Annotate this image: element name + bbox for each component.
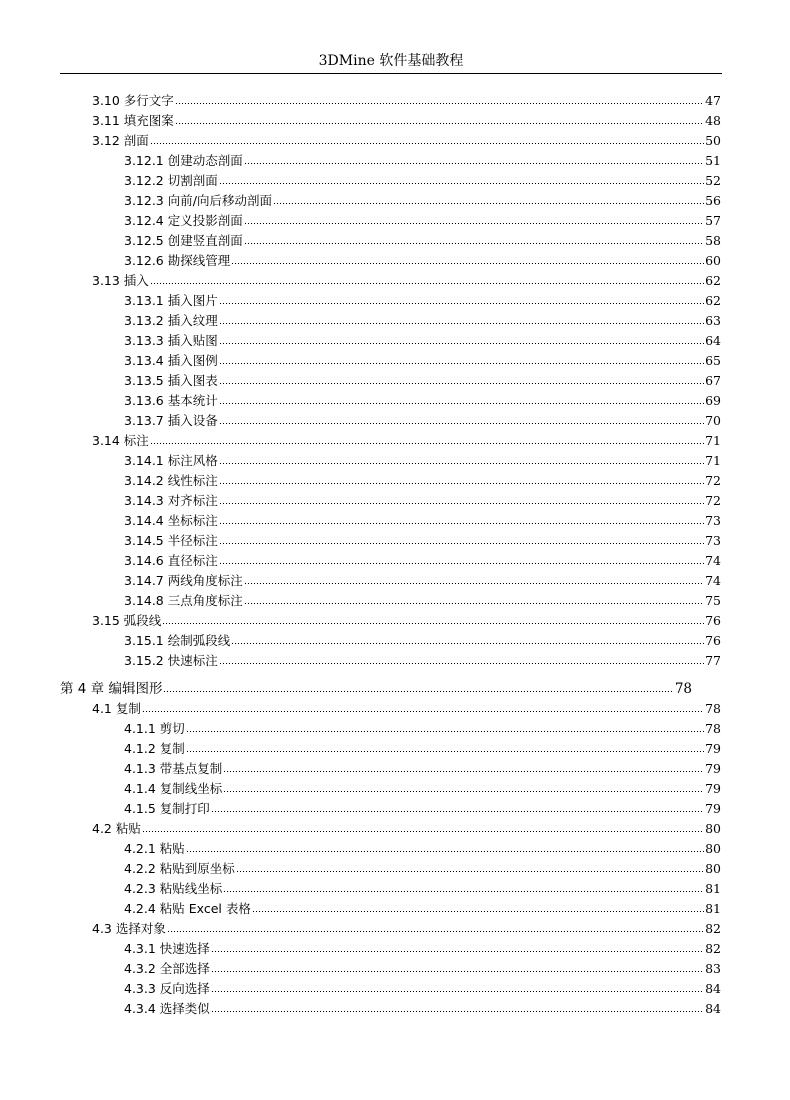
toc-entry-title: 4.3 选择对象: [92, 921, 166, 936]
toc-entry-page: 76: [705, 613, 721, 628]
toc-entry-title: 3.13.1 插入图片: [124, 293, 218, 308]
toc-entry-title: 3.13.2 插入纹理: [124, 313, 218, 328]
dot-leader: [219, 562, 704, 565]
toc-entry-title: 4.1.1 剪切: [124, 721, 185, 736]
dot-leader: [211, 990, 704, 993]
toc-entry-title: 3.15.1 绘制弧段线: [124, 633, 231, 648]
toc-entry-title: 3.12.6 勘探线管理: [124, 253, 231, 268]
dot-leader: [219, 522, 704, 525]
toc-entry[interactable]: [124, 309, 721, 329]
toc-entry-title: 3.13.5 插入图表: [124, 373, 218, 388]
toc-entry-title: 3.13.4 插入图例: [124, 353, 218, 368]
dot-leader: [219, 502, 704, 505]
dot-leader: [219, 482, 704, 485]
toc-entry-page: 80: [705, 841, 721, 856]
dot-leader: [219, 362, 704, 365]
toc-entry-page: 58: [705, 233, 721, 248]
toc-entry-title: 4.3.3 反向选择: [124, 981, 210, 996]
toc-entry-page: 71: [705, 453, 721, 468]
dot-leader: [211, 1010, 704, 1013]
dot-leader: [219, 322, 704, 325]
toc-entry-title: 3.13.7 插入设备: [124, 413, 218, 428]
toc-entry[interactable]: [60, 677, 692, 697]
dot-leader: [223, 770, 704, 773]
toc-entry-page: 78: [705, 721, 721, 736]
toc-entry-title: 4.2.2 粘贴到原坐标: [124, 861, 235, 876]
toc-entry-title: 4.1.5 复制打印: [124, 801, 210, 816]
toc-entry[interactable]: [124, 469, 721, 489]
toc-entry[interactable]: [92, 609, 721, 629]
toc-entry-page: 73: [705, 533, 721, 548]
toc-entry-title: 3.14.6 直径标注: [124, 553, 218, 568]
dot-leader: [244, 222, 704, 225]
toc-entry-title: 4.3.4 选择类似: [124, 1001, 210, 1016]
dot-leader: [244, 582, 704, 585]
dot-leader: [211, 970, 704, 973]
toc-entry-page: 63: [705, 313, 721, 328]
dot-leader: [219, 342, 704, 345]
dot-leader: [186, 850, 704, 853]
toc-entry[interactable]: [92, 429, 721, 449]
dot-leader: [142, 830, 704, 833]
toc-entry-page: 81: [705, 901, 721, 916]
toc-entry-title: 3.14.4 坐标标注: [124, 513, 218, 528]
toc-entry-title: 4.1.3 带基点复制: [124, 761, 223, 776]
toc-entry-title: 4.3.1 快速选择: [124, 941, 210, 956]
toc-entry-title: 3.14.8 三点角度标注: [124, 593, 243, 608]
toc-entry-title: 4.2 粘贴: [92, 821, 141, 836]
toc-entry-page: 47: [705, 93, 721, 108]
dot-leader: [219, 462, 704, 465]
toc-entry-page: 69: [705, 393, 721, 408]
dot-leader: [244, 162, 704, 165]
toc-entry-title: 3.14 标注: [92, 433, 149, 448]
dot-leader: [231, 262, 704, 265]
toc-entry[interactable]: [124, 629, 721, 649]
dot-leader: [219, 182, 704, 185]
toc-entry[interactable]: [124, 529, 721, 549]
toc-entry[interactable]: [92, 129, 721, 149]
toc-entry-page: 74: [705, 573, 721, 588]
toc-entry[interactable]: [124, 289, 721, 309]
toc-entry[interactable]: [92, 269, 721, 289]
toc-entry-title: 3.14.7 两线角度标注: [124, 573, 243, 588]
toc-entry[interactable]: [124, 369, 721, 389]
toc-entry-title: 3.15.2 快速标注: [124, 653, 218, 668]
toc-entry-page: 79: [705, 761, 721, 776]
toc-entry-page: 80: [705, 861, 721, 876]
toc-entry[interactable]: [124, 149, 721, 169]
toc-entry-title: 3.14.2 线性标注: [124, 473, 218, 488]
dot-leader: [219, 542, 704, 545]
toc-entry-title: 3.12 剖面: [92, 133, 149, 148]
toc-entry-title: 3.14.1 标注风格: [124, 453, 218, 468]
toc-entry[interactable]: [124, 449, 721, 469]
toc-entry-page: 74: [705, 553, 721, 568]
toc-entry-page: 72: [705, 493, 721, 508]
toc-entry-title: 3.15 弧段线: [92, 613, 162, 628]
toc-entry-page: 73: [705, 513, 721, 528]
toc-entry-page: 60: [705, 253, 721, 268]
dot-leader: [223, 890, 704, 893]
toc-entry-title: 4.2.4 粘贴 Excel 表格: [124, 901, 251, 916]
toc-entry[interactable]: [124, 549, 721, 569]
toc-entry[interactable]: [124, 329, 721, 349]
toc-entry-title: 3.14.5 半径标注: [124, 533, 218, 548]
toc-entry-title: 3.13 插入: [92, 273, 149, 288]
toc-entry[interactable]: [124, 757, 721, 777]
dot-leader: [252, 910, 704, 913]
toc-entry-page: 48: [705, 113, 721, 128]
toc-entry-title: 3.11 填充图案: [92, 113, 174, 128]
toc-entry-title: 3.12.4 定义投影剖面: [124, 213, 243, 228]
toc-entry-page: 76: [705, 633, 721, 648]
toc-entry-page: 70: [705, 413, 721, 428]
toc-entry[interactable]: [92, 917, 721, 937]
toc-entry[interactable]: [124, 589, 721, 609]
toc-entry-page: 84: [705, 981, 721, 996]
toc-entry-title: 4.1.2 复制: [124, 741, 185, 756]
toc-entry-page: 79: [705, 801, 721, 816]
dot-leader: [231, 642, 704, 645]
dot-leader: [236, 870, 704, 873]
dot-leader: [162, 622, 704, 625]
dot-leader: [223, 790, 704, 793]
toc-entry-title: 3.12.3 向前/向后移动剖面: [124, 193, 272, 208]
dot-leader: [219, 422, 704, 425]
toc-entry-title: 3.12.5 创建竖直剖面: [124, 233, 243, 248]
toc-entry[interactable]: [92, 89, 721, 109]
dot-leader: [175, 102, 704, 105]
toc-entry[interactable]: [124, 837, 721, 857]
dot-leader: [273, 202, 704, 205]
toc-entry[interactable]: [124, 717, 721, 737]
toc-entry[interactable]: [124, 569, 721, 589]
toc-entry[interactable]: [124, 229, 721, 249]
toc-entry-page: 80: [705, 821, 721, 836]
dot-leader: [163, 690, 673, 693]
toc-entry[interactable]: [124, 797, 721, 817]
toc-entry-page: 62: [705, 273, 721, 288]
toc-entry[interactable]: [124, 509, 721, 529]
toc-entry-title: 4.1 复制: [92, 701, 141, 716]
toc-entry[interactable]: [124, 877, 721, 897]
toc-entry-page: 79: [705, 741, 721, 756]
toc-entry-title: 3.12.2 切割剖面: [124, 173, 218, 188]
toc-entry[interactable]: [124, 189, 721, 209]
toc-entry-title: 3.10 多行文字: [92, 93, 174, 108]
dot-leader: [175, 122, 704, 125]
toc-entry[interactable]: [92, 109, 721, 129]
toc-entry-page: 84: [705, 1001, 721, 1016]
dot-leader: [150, 282, 704, 285]
toc-entry[interactable]: [124, 857, 721, 877]
toc-entry[interactable]: [124, 897, 721, 917]
toc-entry[interactable]: [124, 209, 721, 229]
toc-entry-page: 52: [705, 173, 721, 188]
page-header: 3DMine 软件基础教程: [318, 53, 464, 69]
toc-entry[interactable]: [124, 957, 721, 977]
toc-entry-page: 75: [705, 593, 721, 608]
toc-entry-title: 3.13.6 基本统计: [124, 393, 218, 408]
dot-leader: [219, 662, 704, 665]
toc-entry[interactable]: [124, 349, 721, 369]
dot-leader: [167, 930, 704, 933]
toc-entry-title: 4.2.1 粘贴: [124, 841, 185, 856]
toc-entry-title: 4.2.3 粘贴线坐标: [124, 881, 223, 896]
dot-leader: [219, 302, 704, 305]
toc-entry[interactable]: [124, 169, 721, 189]
toc-entry-page: 72: [705, 473, 721, 488]
toc-entry[interactable]: [92, 817, 721, 837]
toc-entry-page: 50: [705, 133, 721, 148]
toc-entry-page: 81: [705, 881, 721, 896]
dot-leader: [244, 242, 704, 245]
toc-entry[interactable]: [124, 249, 721, 269]
toc-entry-title: 4.1.4 复制线坐标: [124, 781, 223, 796]
toc-entry-page: 65: [705, 353, 721, 368]
toc-entry-page: 82: [705, 941, 721, 956]
toc-entry[interactable]: [124, 777, 721, 797]
toc-entry[interactable]: [124, 489, 721, 509]
dot-leader: [150, 442, 704, 445]
toc-entry-title: 4.3.2 全部选择: [124, 961, 210, 976]
dot-leader: [211, 810, 704, 813]
toc-entry-page: 57: [705, 213, 721, 228]
dot-leader: [150, 142, 704, 145]
toc-entry[interactable]: [124, 997, 721, 1017]
toc-entry[interactable]: [124, 389, 721, 409]
header-rule: [60, 73, 722, 74]
toc-entry[interactable]: [124, 409, 721, 429]
toc-entry[interactable]: [124, 977, 721, 997]
dot-leader: [211, 950, 704, 953]
dot-leader: [186, 750, 704, 753]
toc-entry-page: 67: [705, 373, 721, 388]
toc-entry-page: 62: [705, 293, 721, 308]
dot-leader: [186, 730, 704, 733]
toc-entry-title: 第 4 章 编辑图形: [60, 681, 163, 697]
toc-entry[interactable]: [124, 937, 721, 957]
toc-entry-page: 78: [705, 701, 721, 716]
dot-leader: [219, 402, 704, 405]
toc-entry-page: 64: [705, 333, 721, 348]
dot-leader: [244, 602, 704, 605]
toc-entry[interactable]: [92, 697, 721, 717]
toc-entry-page: 56: [705, 193, 721, 208]
toc-entry-page: 82: [705, 921, 721, 936]
toc-entry-title: 3.14.3 对齐标注: [124, 493, 218, 508]
dot-leader: [142, 710, 704, 713]
toc-entry-page: 77: [705, 653, 721, 668]
toc-entry-page: 51: [705, 153, 721, 168]
toc-entry-page: 78: [674, 681, 692, 697]
toc-entry-page: 83: [705, 961, 721, 976]
toc-entry[interactable]: [124, 737, 721, 757]
toc-entry-title: 3.12.1 创建动态剖面: [124, 153, 243, 168]
toc-entry[interactable]: [124, 649, 721, 669]
toc-entry-page: 79: [705, 781, 721, 796]
toc-entry-title: 3.13.3 插入贴图: [124, 333, 218, 348]
dot-leader: [219, 382, 704, 385]
toc-entry-page: 71: [705, 433, 721, 448]
